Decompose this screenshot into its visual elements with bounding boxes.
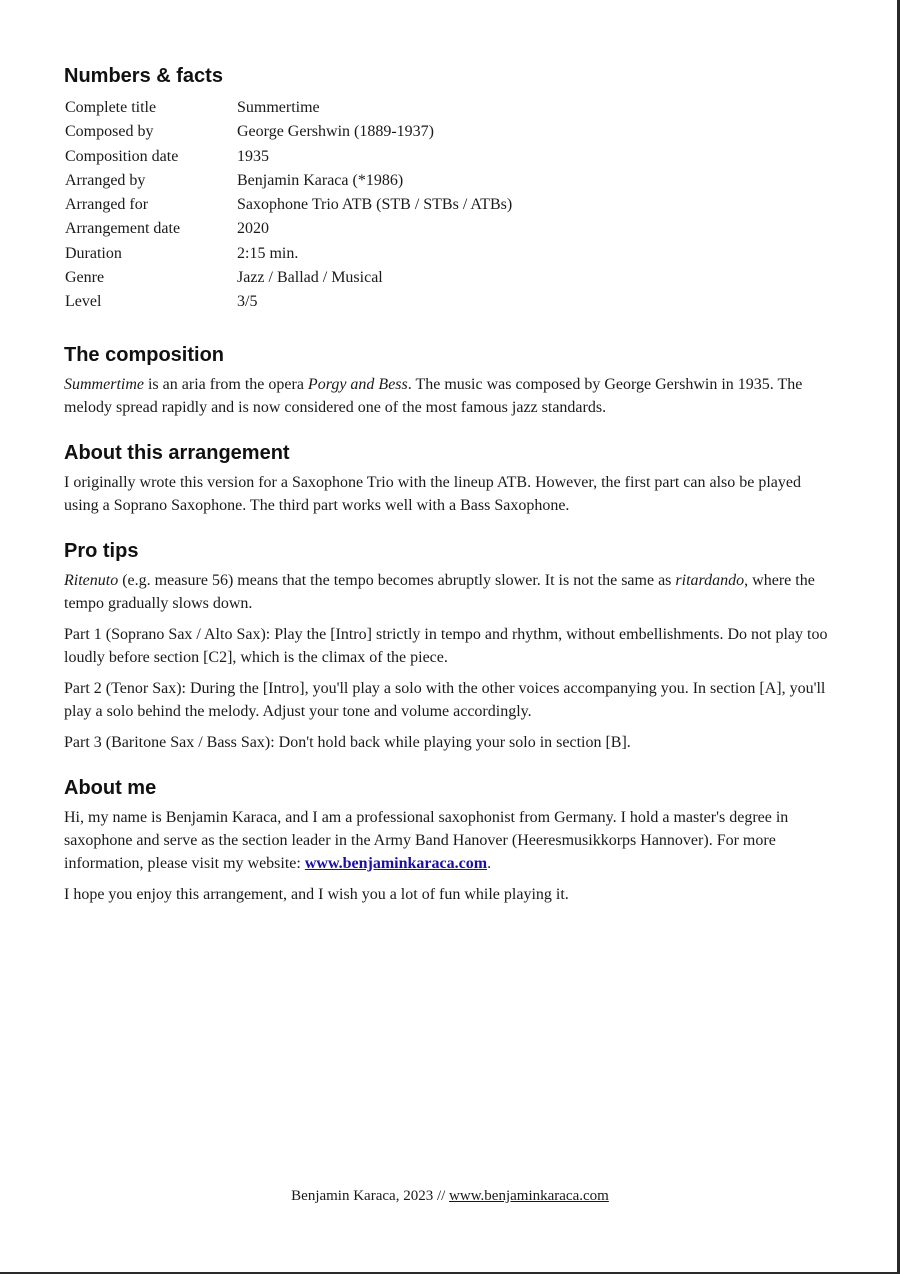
ritenuto-text: , where the tempo gradually slows down. bbox=[64, 571, 815, 612]
part2-tip: Part 2 (Tenor Sax): During the [Intro], you'll play a solo with the other voices accompanying you. In section [A], you'll play a solo behind the melody. Adjust your tone and volume accordingly. bbox=[64, 679, 826, 720]
about-me-paragraph bbox=[64, 806, 839, 875]
facts-row bbox=[65, 290, 512, 314]
about-me-suffix: . bbox=[487, 854, 492, 872]
arrangement-paragraph: I originally wrote this version for a Saxophone Trio with the lineup ATB. However, the first part can also be played using a Soprano Saxophone. The third part works well with a Bass Saxophone. bbox=[64, 473, 801, 514]
fact-key: Level bbox=[65, 293, 102, 311]
composition-section bbox=[64, 341, 839, 419]
composition-text-part: is an aria from the opera bbox=[143, 375, 308, 393]
fact-value: 1935 bbox=[237, 147, 269, 165]
fact-value: 2:15 min. bbox=[237, 244, 299, 262]
pro-tips-section bbox=[64, 537, 839, 754]
fact-value: Summertime bbox=[237, 99, 320, 116]
facts-row bbox=[65, 145, 512, 169]
fact-key: Genre bbox=[65, 269, 105, 287]
composition-heading: The composition bbox=[64, 343, 224, 366]
fact-key: Arrangement date bbox=[65, 220, 181, 238]
fact-value: George Gershwin (1889-1937) bbox=[237, 123, 434, 141]
fact-key: Duration bbox=[65, 244, 122, 262]
ritenuto-term: Ritenuto bbox=[64, 571, 119, 589]
fact-key: Arranged by bbox=[65, 171, 146, 189]
fact-key: Complete title bbox=[65, 99, 157, 116]
facts-row bbox=[65, 242, 512, 266]
closing-paragraph: I hope you enjoy this arrangement, and I wish you a lot of fun while playing it. bbox=[64, 885, 569, 903]
facts-row bbox=[65, 266, 512, 290]
ritenuto-text: (e.g. measure 56) means that the tempo becomes abruptly slower. It is not the same as bbox=[118, 571, 676, 589]
fact-value: Benjamin Karaca (*1986) bbox=[237, 171, 404, 189]
about-me-heading: About me bbox=[64, 776, 157, 799]
facts-row bbox=[65, 120, 512, 144]
about-me-section bbox=[64, 774, 839, 906]
fact-value: 2020 bbox=[237, 220, 269, 238]
composition-text-part: . The music was composed by George Gershwin in 1935. The melody spread rapidly and is now considered one of the most famous jazz standards. bbox=[64, 375, 803, 416]
composition-paragraph bbox=[64, 373, 839, 419]
arrangement-heading: About this arrangement bbox=[64, 441, 290, 464]
facts-table bbox=[65, 96, 512, 315]
facts-row bbox=[65, 96, 512, 120]
footer-text: Benjamin Karaca, 2023 // bbox=[291, 1188, 450, 1204]
facts-section bbox=[64, 62, 839, 315]
fact-key: Composition date bbox=[65, 147, 179, 165]
fact-value: Jazz / Ballad / Musical bbox=[237, 269, 383, 287]
arrangement-section bbox=[64, 439, 839, 517]
fact-value: 3/5 bbox=[237, 293, 258, 311]
part3-tip: Part 3 (Baritone Sax / Bass Sax): Don't hold back while playing your solo in section [B]. bbox=[64, 733, 631, 751]
facts-row bbox=[65, 193, 512, 217]
fact-value: Saxophone Trio ATB (STB / STBs / ATBs) bbox=[237, 196, 513, 214]
website-link[interactable]: www.benjaminkaraca.com bbox=[304, 854, 488, 872]
pro-tips-heading: Pro tips bbox=[64, 539, 139, 562]
composition-title: Summertime bbox=[64, 375, 144, 393]
document-body bbox=[64, 62, 839, 906]
facts-heading: Numbers & facts bbox=[64, 65, 223, 87]
about-me-text: Hi, my name is Benjamin Karaca, and I am a professional saxophonist from Germany. I hold a master's degree in saxophone and serve as the section leader in the Army Band Hanover (Heeresmusikkorps Hannover). For more information, please visit my website: bbox=[64, 808, 789, 872]
page-footer bbox=[0, 1186, 900, 1206]
fact-key: Arranged for bbox=[65, 196, 149, 214]
part1-tip: Part 1 (Soprano Sax / Alto Sax): Play the [Intro] strictly in tempo and rhythm, without embellishments. Do not play too loudly before section [C2], which is the climax of the piece. bbox=[64, 625, 828, 666]
opera-title: Porgy and Bess bbox=[307, 375, 408, 393]
fact-key: Composed by bbox=[65, 123, 154, 141]
facts-row bbox=[65, 217, 512, 241]
footer-website-link[interactable]: www.benjaminkaraca.com bbox=[449, 1188, 609, 1204]
ritardando-term: ritardando bbox=[675, 571, 745, 589]
ritenuto-paragraph bbox=[64, 569, 839, 615]
facts-row bbox=[65, 169, 512, 193]
